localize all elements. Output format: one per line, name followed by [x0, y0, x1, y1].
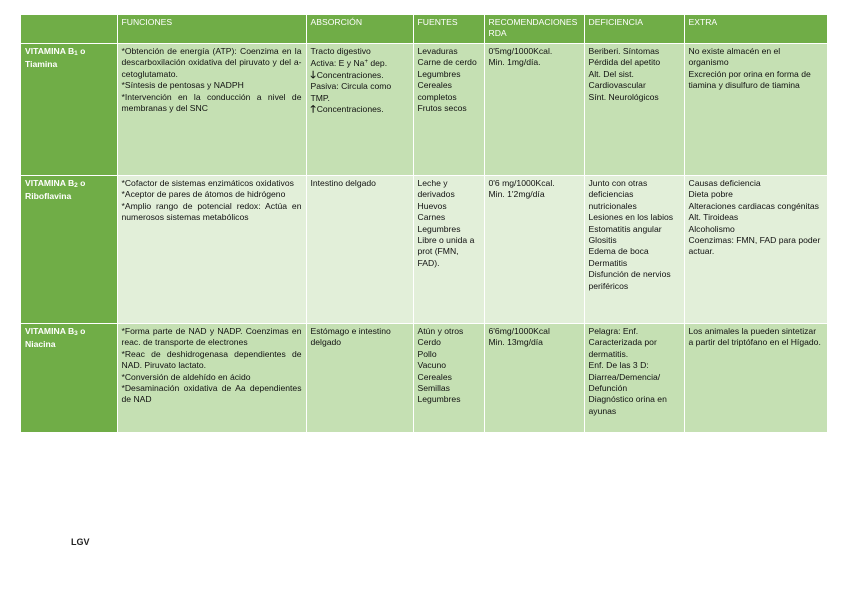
header-fuentes: FUENTES	[413, 15, 484, 44]
deficiencia-item: Diagnóstico orina en ayunas	[588, 394, 667, 416]
deficiencia-item: Edema de boca	[588, 246, 649, 257]
deficiencia-cell	[584, 44, 684, 176]
extra-item: Alt. Tiroideas	[688, 212, 739, 223]
deficiencia-item: Pérdida del apetito	[588, 57, 661, 68]
absorcion-line: Pasiva: Circula como TMP.	[310, 81, 392, 103]
absorcion-line: 🡓Concentraciones.	[310, 69, 384, 81]
fuente-item: Levaduras	[417, 46, 458, 56]
funcion-item: *Aceptor de pares de átomos de hidrógeno	[121, 189, 286, 200]
deficiencia-cell	[584, 176, 684, 324]
extra-item: Dieta pobre	[688, 189, 733, 200]
deficiencia-item: Sínt. Neurológicos	[588, 91, 659, 102]
table-row	[21, 176, 827, 324]
vitamin-subscript: 2	[74, 182, 78, 189]
vitamin-suffix: o	[77, 46, 86, 56]
rda-item: Min. 1'2mg/día	[488, 189, 545, 200]
header-rda: RECOMENDACIONES RDA	[484, 15, 584, 44]
vitamin-table	[21, 15, 828, 433]
funcion-item: *Amplio rango de potencial redox: Actúa en numerosos sistemas metabólicos	[121, 200, 302, 223]
funciones-cell	[117, 176, 306, 324]
deficiencia-item: Alt. Del sist. Cardiovascular	[588, 68, 646, 91]
fuente-item: Semillas	[417, 383, 450, 394]
funcion-item: *Desaminación oxidativa de Aa dependientes de NAD	[121, 383, 302, 405]
vitamin-subscript: 1	[74, 50, 78, 57]
vitamin-suffix: o	[77, 326, 86, 336]
deficiencia-cell	[584, 324, 684, 433]
funcion-item: *Reac de deshidrogenasa dependientes de NAD. Piruvato lactato.	[121, 348, 302, 371]
rda-cell	[484, 324, 584, 433]
absorcion-line: Activa: E y Na+ dep.	[310, 58, 388, 69]
extra-item: Excreción por orina en forma de tiamina y disulfuro de tiamina	[688, 68, 811, 91]
header-funciones: FUNCIONES	[117, 15, 306, 44]
absorcion-line: Tracto digestivo	[310, 46, 371, 56]
fuente-item: Vacuno	[417, 360, 447, 371]
footer-initials: LGV	[71, 537, 90, 547]
header-extra: EXTRA	[684, 15, 827, 44]
header-absorcion: ABSORCIÓN	[306, 15, 413, 44]
arrow-up-icon: 🡑	[310, 104, 316, 116]
funciones-cell	[117, 44, 306, 176]
table-row	[21, 44, 827, 176]
funcion-item: *Intervención en la conducción a nivel de membranas y del SNC	[121, 91, 302, 114]
rda-item: 6'6mg/1000Kcal	[488, 326, 550, 336]
fuente-item: Pollo	[417, 348, 437, 359]
vitamin-alt-name: Tiamina	[25, 59, 58, 70]
fuente-item: Carne de cerdo	[417, 57, 477, 68]
fuente-item: Huevos	[417, 200, 447, 211]
row-label-b3	[21, 324, 117, 433]
deficiencia-item: Junto con otras deficiencias nutricionales	[588, 178, 648, 211]
extra-cell	[684, 176, 827, 324]
deficiencia-item: Pelagra: Enf. Caracterizada por dermatitis.	[588, 326, 657, 359]
extra-item: Alcoholismo	[688, 223, 735, 234]
extra-item: Coenzimas: FMN, FAD para poder actuar.	[688, 235, 821, 257]
header-row	[21, 15, 827, 44]
deficiencia-item: Disfunción de nervios periféricos	[588, 269, 671, 291]
deficiencia-item: Beriberi. Síntomas	[588, 46, 660, 56]
absorcion-line: Intestino delgado	[310, 178, 376, 188]
vitamin-alt-name: Niacina	[25, 339, 56, 350]
fuente-item: Carnes	[417, 212, 446, 223]
vitamin-name: VITAMINA B	[25, 178, 75, 188]
extra-cell	[684, 324, 827, 433]
fuentes-cell	[413, 176, 484, 324]
extra-item: Causas deficiencia	[688, 178, 761, 188]
fuente-item: Cerdo	[417, 337, 441, 348]
vitamin-name: VITAMINA B	[25, 326, 75, 336]
rda-item: Min. 13mg/día	[488, 337, 543, 348]
rda-item: Min. 1mg/día.	[488, 57, 541, 68]
absorcion-cell	[306, 44, 413, 176]
vitamin-subscript: 3	[74, 330, 78, 337]
absorcion-line: 🡑Concentraciones.	[310, 104, 384, 116]
funcion-item: *Conversión de aldehído en ácido	[121, 371, 251, 382]
header-corner	[21, 15, 117, 44]
funcion-item: *Síntesis de pentosas y NADPH	[121, 80, 244, 91]
deficiencia-item: Glositis	[588, 235, 617, 246]
rda-item: 0'6 mg/1000Kcal.	[488, 178, 555, 188]
fuente-item: Libre o unida a prot (FMN, FAD).	[417, 235, 475, 268]
fuentes-cell	[413, 44, 484, 176]
absorcion-line: Estómago e intestino delgado	[310, 326, 391, 348]
extra-item: No existe almacén en el organismo	[688, 46, 781, 68]
table-row	[21, 324, 827, 433]
extra-item: Los animales la pueden sintetizar a partir del triptófano en el Hígado.	[688, 326, 821, 348]
funcion-item: *Obtención de energía (ATP): Coenzima en la descarboxilación oxidativa del piruvato y del a-cetoglutamato.	[121, 46, 302, 79]
extra-item: Alteraciones cardiacas congénitas	[688, 200, 819, 211]
arrow-down-icon: 🡓	[310, 69, 316, 81]
row-label-b2	[21, 176, 117, 324]
rda-item: 0'5mg/1000Kcal.	[488, 46, 553, 56]
rda-cell	[484, 176, 584, 324]
funciones-cell	[117, 324, 306, 433]
fuente-item: Legumbres	[417, 394, 461, 405]
deficiencia-item: Dermatitis	[588, 257, 628, 268]
deficiencia-item: Enf. De las 3 D: Diarrea/Demencia/ Defunción	[588, 360, 661, 394]
fuente-item: Cereales completos	[417, 80, 457, 102]
funcion-item: *Cofactor de sistemas enzimáticos oxidativos	[121, 178, 294, 188]
rda-cell	[484, 44, 584, 176]
absorcion-cell	[306, 176, 413, 324]
deficiencia-item: Estomatitis angular	[588, 223, 662, 234]
fuente-item: Frutos secos	[417, 103, 467, 114]
header-deficiencia: DEFICIENCIA	[584, 15, 684, 44]
deficiencia-item: Lesiones en los labios	[588, 212, 674, 223]
fuente-item: Leche y derivados	[417, 178, 455, 200]
vitamin-alt-name: Riboflavina	[25, 191, 72, 202]
fuente-item: Legumbres	[417, 223, 461, 234]
vitamin-name: VITAMINA B	[25, 46, 75, 56]
fuente-item: Legumbres	[417, 68, 461, 79]
vitamin-suffix: o	[77, 178, 86, 188]
funcion-item: *Forma parte de NAD y NADP. Coenzimas en reac. de transporte de electrones	[121, 326, 302, 348]
fuente-item: Atún y otros	[417, 326, 464, 336]
absorcion-cell	[306, 324, 413, 433]
fuentes-cell	[413, 324, 484, 433]
extra-cell	[684, 44, 827, 176]
row-label-b1	[21, 44, 117, 176]
fuente-item: Cereales	[417, 371, 452, 382]
